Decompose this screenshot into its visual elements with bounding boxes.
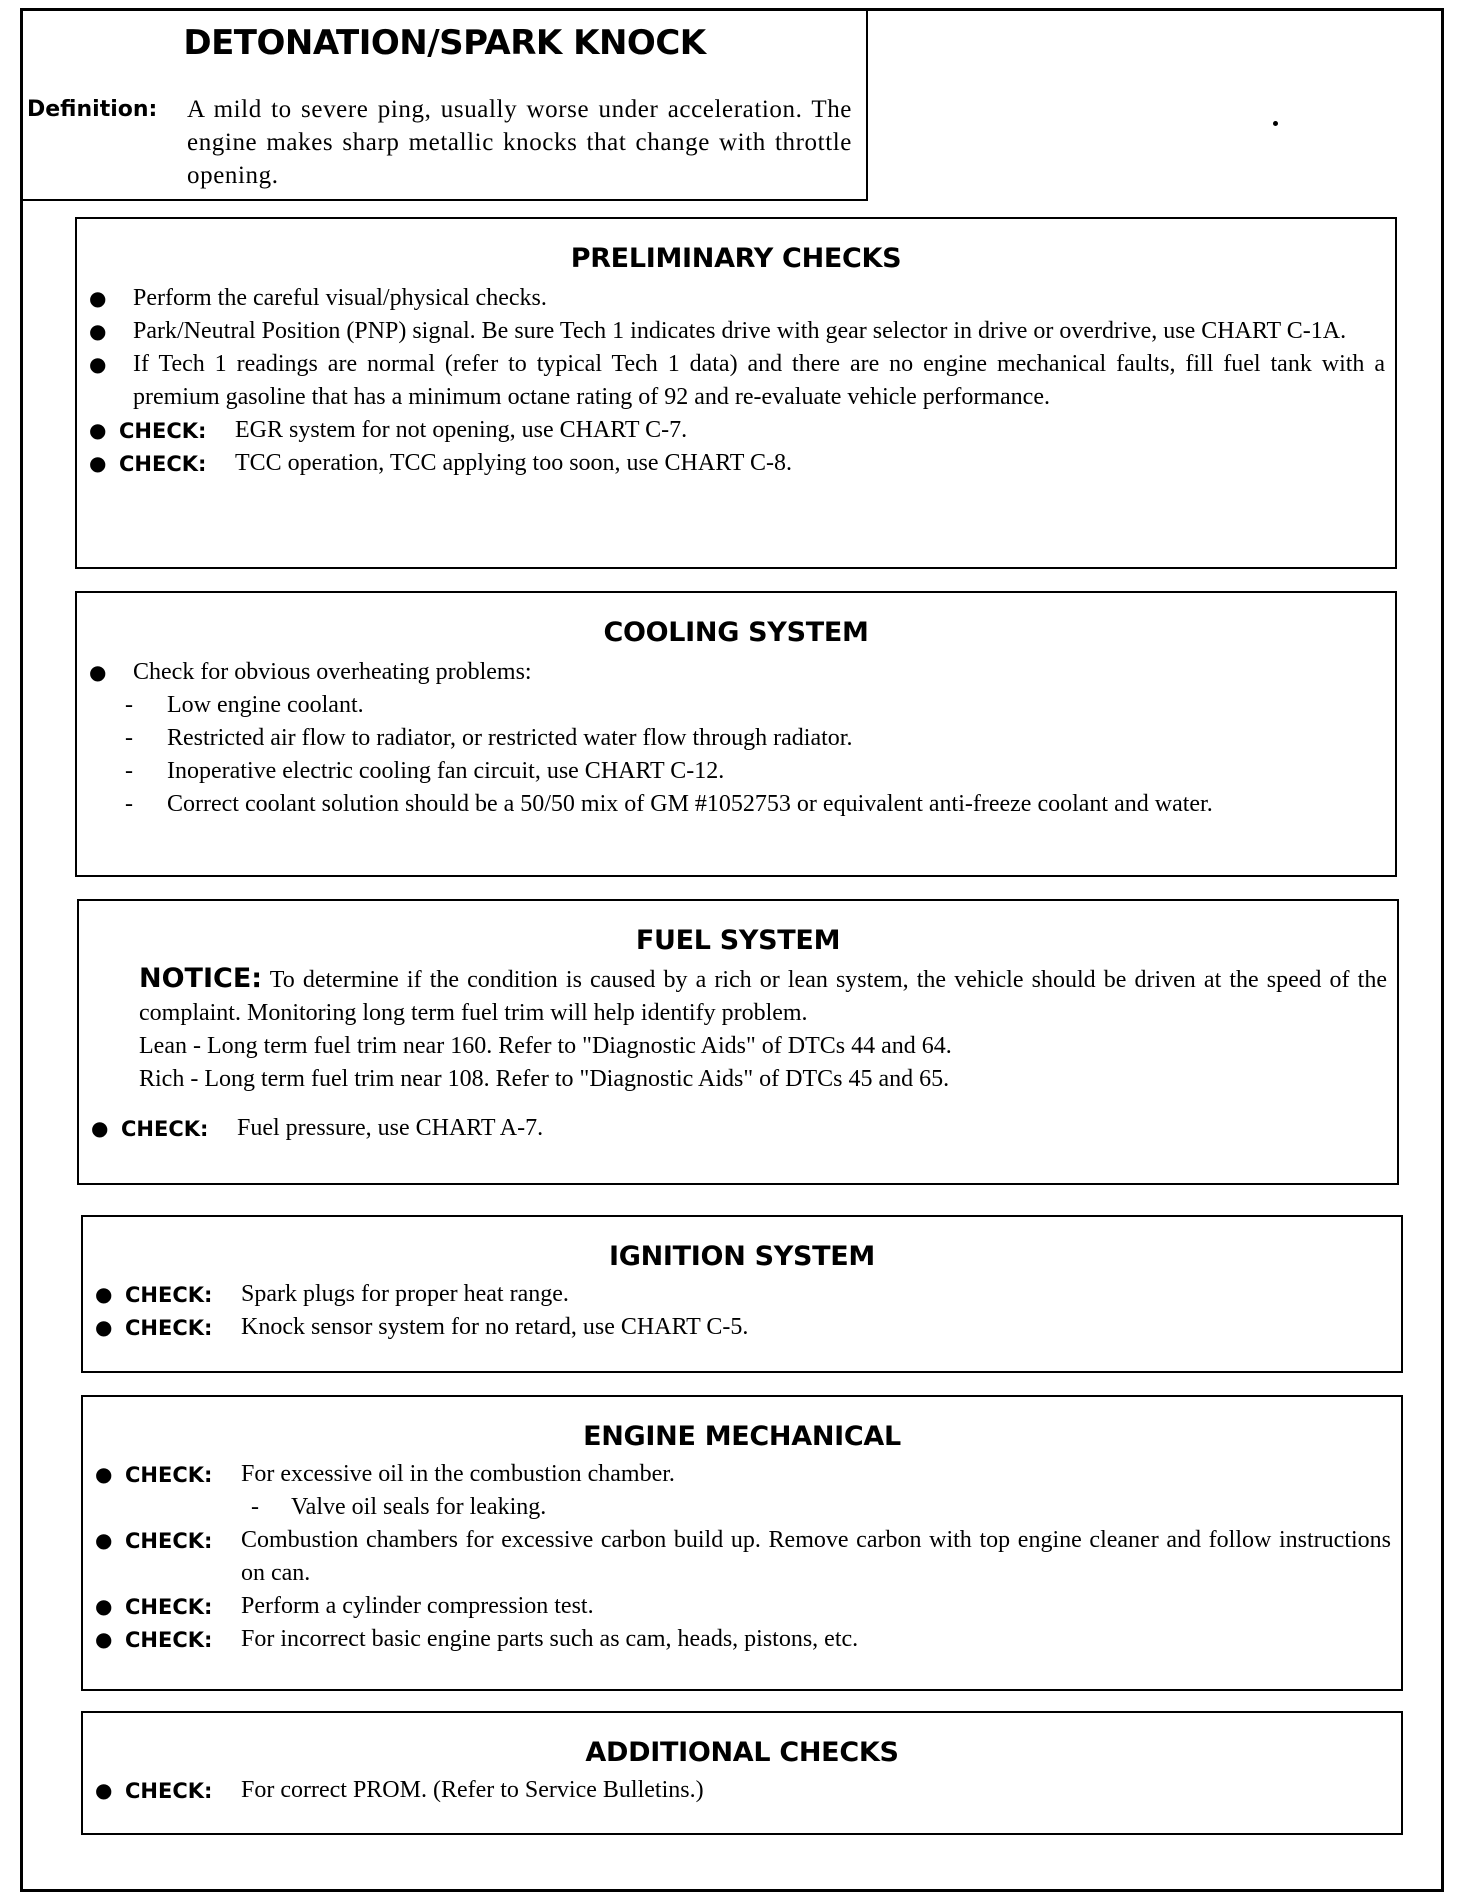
- check-item: [83, 1774, 1401, 1807]
- bullet-icon: ●: [95, 1462, 113, 1486]
- check-label: CHECK:: [125, 1779, 213, 1803]
- bullet-icon: ●: [89, 286, 107, 310]
- sub-item: [77, 755, 1395, 788]
- check-label: CHECK:: [125, 1316, 213, 1340]
- notice-paragraph: [139, 962, 1387, 1030]
- check-text: For incorrect basic engine parts such as cam, heads, pistons, etc.: [241, 1626, 859, 1652]
- cooling-heading: COOLING SYSTEM: [603, 617, 869, 648]
- bullet-icon: ●: [91, 1116, 109, 1140]
- check-item: [83, 1623, 1401, 1656]
- check-item: [77, 414, 1395, 447]
- dash-marker: -: [125, 758, 133, 784]
- title-box: [23, 11, 868, 201]
- bullet-icon: ●: [89, 451, 107, 475]
- sub-item-text: Restricted air flow to radiator, or restricted water flow through radiator.: [167, 725, 853, 751]
- engine-mechanical-section: [81, 1395, 1403, 1691]
- additional-heading: ADDITIONAL CHECKS: [585, 1737, 899, 1768]
- check-label: CHECK:: [125, 1463, 213, 1487]
- fuel-system-section: [77, 899, 1399, 1185]
- engine-heading: ENGINE MECHANICAL: [583, 1421, 901, 1452]
- check-text: EGR system for not opening, use CHART C-7.: [235, 417, 688, 443]
- check-label: CHECK:: [125, 1595, 213, 1619]
- sub-item-text: Valve oil seals for leaking.: [291, 1494, 547, 1520]
- check-text: TCC operation, TCC applying too soon, use CHART C-8.: [235, 450, 793, 476]
- check-text: For correct PROM. (Refer to Service Bulletins.): [241, 1777, 704, 1803]
- sub-item-text: Inoperative electric cooling fan circuit, use CHART C-12.: [167, 758, 725, 784]
- item-text: Check for obvious overheating problems:: [133, 659, 532, 685]
- bullet-icon: ●: [89, 418, 107, 442]
- bullet-icon: ●: [95, 1778, 113, 1802]
- check-item: [83, 1524, 1401, 1590]
- definition-label: Definition:: [27, 97, 158, 122]
- check-label: CHECK:: [119, 419, 207, 443]
- fuel-heading: FUEL SYSTEM: [635, 925, 841, 956]
- bullet-icon: ●: [95, 1315, 113, 1339]
- check-text: Knock sensor system for no retard, use CHART C-5.: [241, 1314, 749, 1340]
- lean-line: Lean - Long term fuel trim near 160. Refer to "Diagnostic Aids" of DTCs 44 and 64.: [139, 1033, 952, 1059]
- sub-item: [77, 689, 1395, 722]
- check-text: Fuel pressure, use CHART A-7.: [237, 1115, 544, 1141]
- preliminary-checks-section: [75, 217, 1397, 569]
- list-item: [77, 315, 1395, 348]
- sub-item: [77, 722, 1395, 755]
- page-title: DETONATION/SPARK KNOCK: [183, 23, 706, 63]
- definition-text: A mild to severe ping, usually worse under acceleration. The engine makes sharp metallic knocks that change with throttle opening.: [187, 96, 852, 189]
- check-label: CHECK:: [121, 1117, 209, 1141]
- rich-line: Rich - Long term fuel trim near 108. Refer to "Diagnostic Aids" of DTCs 45 and 65.: [139, 1066, 950, 1092]
- list-item: [77, 282, 1395, 315]
- check-item: [79, 1112, 1397, 1145]
- sub-item: [83, 1491, 1401, 1524]
- bullet-icon: ●: [95, 1282, 113, 1306]
- bullet-icon: ●: [89, 660, 107, 684]
- check-text: Spark plugs for proper heat range.: [241, 1281, 569, 1307]
- dash-marker: -: [125, 725, 133, 751]
- check-label: CHECK:: [125, 1283, 213, 1307]
- sub-item-text: Correct coolant solution should be a 50/50 mix of GM #1052753 or equivalent anti-freeze coolant and water.: [167, 791, 1213, 817]
- bullet-icon: ●: [89, 352, 107, 376]
- list-item: [77, 656, 1395, 689]
- check-label: CHECK:: [125, 1529, 213, 1553]
- list-item: [77, 348, 1395, 414]
- notice-text: To determine if the condition is caused by a rich or lean system, the vehicle should be driven at the speed of the complaint. Monitoring long term fuel trim will help identify problem.: [139, 967, 1387, 1026]
- bullet-icon: ●: [95, 1528, 113, 1552]
- check-item: [83, 1590, 1401, 1623]
- item-text: Perform the careful visual/physical checks.: [133, 285, 547, 311]
- check-text: Combustion chambers for excessive carbon build up. Remove carbon with top engine cleaner and follow instructions on can.: [241, 1527, 1391, 1586]
- bullet-icon: ●: [95, 1594, 113, 1618]
- preliminary-heading: PRELIMINARY CHECKS: [570, 243, 902, 274]
- check-text: Perform a cylinder compression test.: [241, 1593, 594, 1619]
- dash-marker: -: [125, 692, 133, 718]
- bullet-icon: ●: [95, 1627, 113, 1651]
- bullet-icon: ●: [89, 319, 107, 343]
- item-text: Park/Neutral Position (PNP) signal. Be sure Tech 1 indicates drive with gear selector in drive or overdrive, use CHART C-1A.: [133, 318, 1347, 344]
- check-text: For excessive oil in the combustion chamber.: [241, 1461, 675, 1487]
- item-text: If Tech 1 readings are normal (refer to typical Tech 1 data) and there are no engine mechanical faults, fill fuel tank with a premium gasoline that has a minimum octane rating of 92 and re-evaluate vehicle performance.: [133, 351, 1385, 410]
- check-item: [77, 447, 1395, 480]
- additional-checks-section: [81, 1711, 1403, 1835]
- check-label: CHECK:: [119, 452, 207, 476]
- check-item: [83, 1278, 1401, 1311]
- ignition-system-section: [81, 1215, 1403, 1373]
- notice-label: NOTICE:: [139, 963, 263, 994]
- check-item: [83, 1458, 1401, 1491]
- check-item: [83, 1311, 1401, 1344]
- sub-item: [77, 788, 1395, 821]
- stray-dot: [1273, 121, 1278, 126]
- dash-marker: -: [251, 1494, 259, 1520]
- sub-item-text: Low engine coolant.: [167, 692, 364, 718]
- dash-marker: -: [125, 791, 133, 817]
- check-label: CHECK:: [125, 1628, 213, 1652]
- ignition-heading: IGNITION SYSTEM: [609, 1241, 875, 1272]
- page-frame: [20, 8, 1444, 1892]
- cooling-system-section: [75, 591, 1397, 877]
